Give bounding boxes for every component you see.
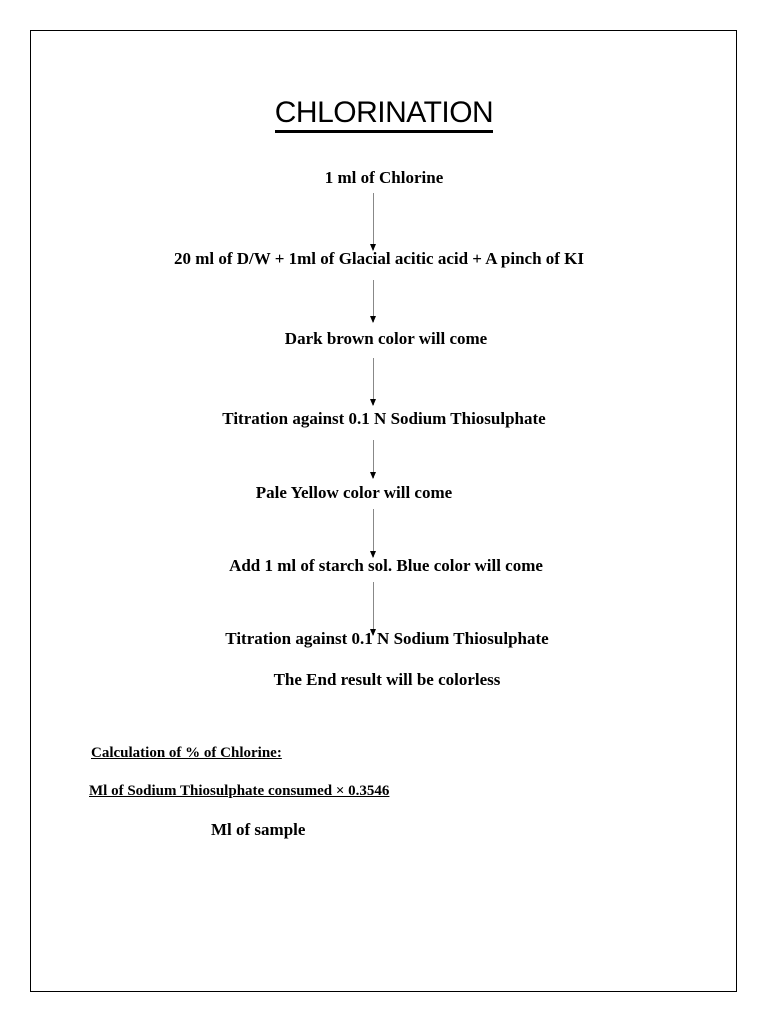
page-title — [0, 96, 768, 130]
step-8: The End result will be colorless — [273, 670, 501, 689]
step-5: Pale Yellow color will come — [255, 483, 453, 502]
step-6: Add 1 ml of starch sol. Blue color will come — [229, 556, 543, 575]
step-3: Dark brown color will come — [284, 329, 488, 348]
down-arrow-icon — [373, 509, 374, 557]
down-arrow-icon — [373, 358, 374, 405]
calculation-heading: Calculation of % of Chlorine: — [91, 745, 282, 761]
down-arrow-icon — [373, 440, 374, 478]
step-7: Titration against 0.1 N Sodium Thiosulphate — [225, 629, 549, 648]
calculation-numerator: Ml of Sodium Thiosulphate consumed × 0.3546 — [89, 783, 390, 799]
step-2: 20 ml of D/W + 1ml of Glacial acitic acid + A pinch of KI — [173, 249, 585, 268]
step-1: 1 ml of Chlorine — [324, 168, 444, 187]
step-4: Titration against 0.1 N Sodium Thiosulphate — [222, 409, 546, 428]
down-arrow-icon — [373, 193, 374, 250]
calculation-denominator: Ml of sample — [211, 820, 306, 839]
down-arrow-icon — [373, 582, 374, 635]
down-arrow-icon — [373, 280, 374, 322]
page-title-text: CHLORINATION — [275, 96, 493, 133]
